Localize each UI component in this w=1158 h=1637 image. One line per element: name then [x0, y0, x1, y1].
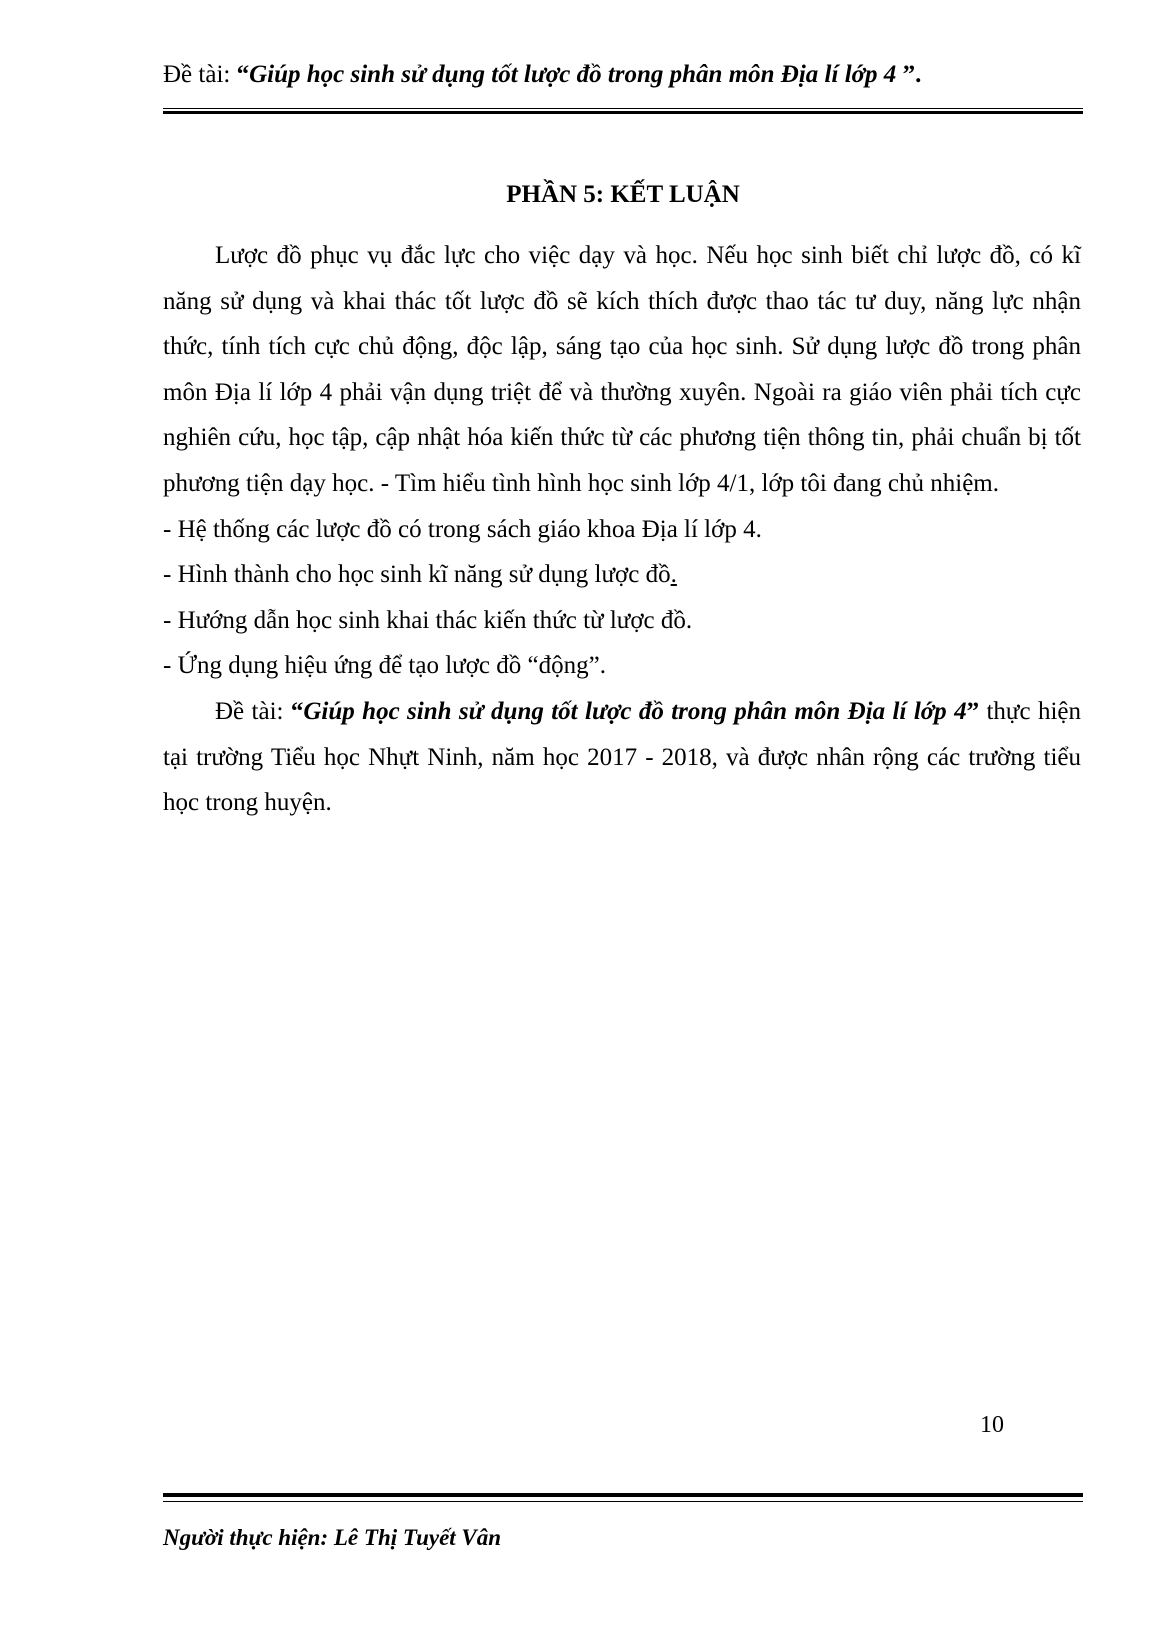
document-body — [163, 233, 1081, 826]
header-open-quote: “ — [236, 61, 250, 88]
list-item-text: - Hình thành cho học sinh kĩ năng sử dụng lược đồ — [163, 561, 671, 589]
header-prefix: Đề tài: — [163, 61, 237, 88]
list-item — [163, 552, 1081, 598]
header-close-quote: ”. — [896, 61, 922, 88]
list-item: - Ứng dụng hiệu ứng để tạo lược đồ “động”. — [163, 652, 606, 680]
closing-rest: thực hiện tại trường Tiểu học Nhựt Ninh, năm học 2017 - 2018, và được nhân rộng các trường tiểu học trong huyện. — [163, 697, 1081, 817]
closing-title: Giúp học sinh sử dụng tốt lược đồ trong phân môn Địa lí lớp 4 — [303, 697, 967, 725]
footer-divider — [163, 1493, 1083, 1502]
header-title: Giúp học sinh sử dụng tốt lược đồ trong phân môn Địa lí lớp 4 — [249, 61, 897, 88]
section-heading: PHẦN 5: KẾT LUẬN — [506, 181, 740, 208]
running-header — [163, 58, 1083, 92]
footer-author: Người thực hiện: Lê Thị Tuyết Vân — [163, 1525, 502, 1550]
list-item-end: . — [670, 561, 677, 589]
page-number: 10 — [980, 1412, 1004, 1438]
closing-paragraph — [163, 689, 1081, 826]
conclusion-paragraph: Lược đồ phục vụ đắc lực cho việc dạy và học. Nếu học sinh biết chỉ lược đồ, có kĩ năng sử dụng và khai thác tốt lược đồ sẽ kích thích được thao tác tư duy, năng lực nhận thức, tính tích cực chủ động, độc lập, sáng tạo của học sinh. Sử dụng lược đồ trong phân môn Địa lí lớp 4 phải vận dụng triệt để và thường xuyên. Ngoài ra giáo viên phải tích cực nghiên cứu, học tập, cập nhật hóa kiến thức từ các phương tiện thông tin, phải chuẩn bị tốt phương tiện dạy học. - Tìm hiểu tình hình học sinh lớp 4/1, lớp tôi đang chủ nhiệm. — [163, 242, 1081, 497]
closing-prefix: Đề tài: — [215, 697, 291, 725]
closing-open-quote: “ — [290, 697, 304, 725]
list-item: - Hướng dẫn học sinh khai thác kiến thức từ lược đồ. — [163, 606, 693, 634]
header-divider — [163, 108, 1083, 114]
closing-close-quote: ” — [966, 697, 980, 725]
list-item: - Hệ thống các lược đồ có trong sách giáo khoa Địa lí lớp 4. — [163, 515, 762, 543]
